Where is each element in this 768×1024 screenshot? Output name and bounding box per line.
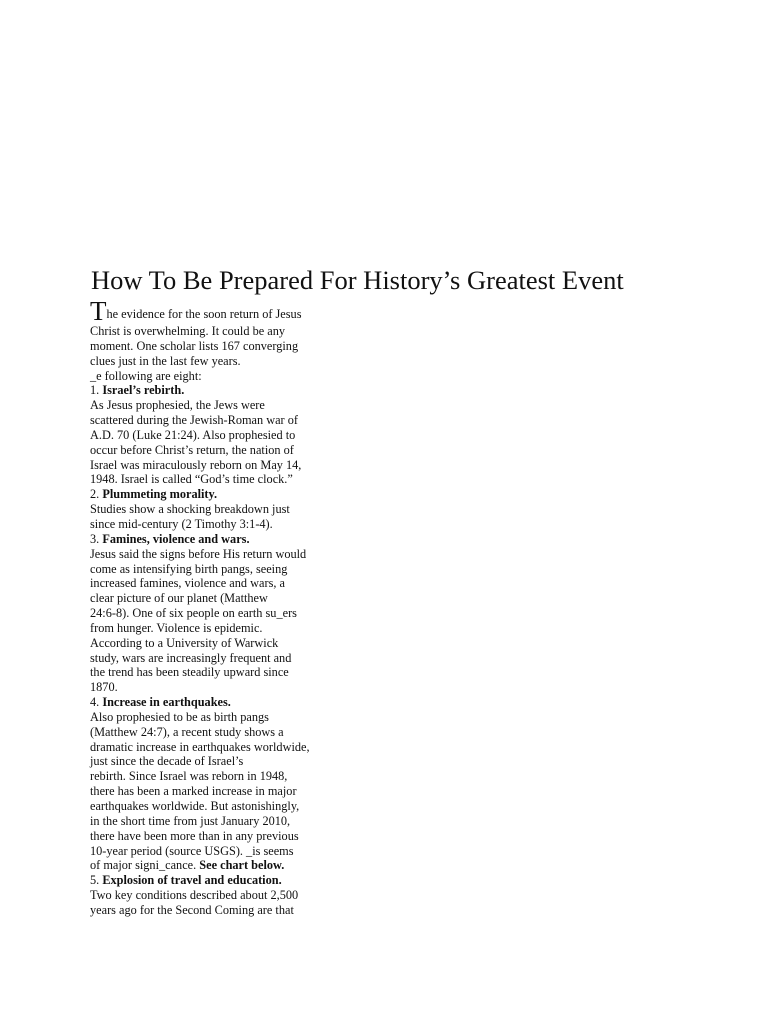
body-line: there has been a marked increase in major [90, 784, 297, 799]
intro-line: moment. One scholar lists 167 converging [90, 338, 299, 353]
body-line: earthquakes worldwide. But astonishingly, [90, 799, 300, 813]
body-line: Also prophesied to be as birth pangs [90, 709, 269, 724]
intro-first-line: The evidence for the soon return of Jesus [90, 296, 302, 326]
body-line: According to a University of Warwick [90, 635, 279, 650]
body-line: A.D. 70 (Luke 21:24). Also prophesied to [90, 427, 296, 442]
body-line: since mid-century (2 Timothy 3:1-4). [90, 516, 273, 531]
body-line: scattered during the Jewish-Roman war of [90, 413, 298, 428]
section-heading-famines-violence-wars: 3. Famines, violence and wars. [90, 531, 250, 546]
drop-cap: T [90, 296, 107, 326]
intro-line: Christ is overwhelming. It could be any [90, 324, 286, 338]
body-line: 1948. Israel is called “God’s time clock.” [90, 472, 293, 487]
article-column [90, 298, 330, 918]
body-line: Two key conditions described about 2,500 [90, 888, 299, 903]
intro-line: _e following are eight: [90, 368, 202, 383]
section-heading-explosion-travel-education: 5. Explosion of travel and education. [90, 873, 282, 888]
body-line: Israel was miraculously reborn on May 14, [90, 457, 302, 472]
section-heading-plummeting-morality: 2. Plummeting morality. [90, 487, 218, 502]
body-line: 10-year period (source USGS). _is seems [90, 843, 294, 858]
see-chart-note: See chart below. [199, 858, 285, 873]
body-line: in the short time from just January 2010, [90, 813, 291, 828]
body-line: the trend has been steadily upward since [90, 665, 289, 680]
body-line: 24:6-8). One of six people on earth su_ers [90, 606, 297, 621]
body-line: 1870. [90, 680, 118, 695]
body-line: rebirth. Since Israel was reborn in 1948, [90, 769, 288, 784]
body-line: just since the decade of Israel’s [90, 754, 244, 769]
section-heading-increase-in-earthquakes: 4. Increase in earthquakes. [90, 695, 231, 710]
body-line: there have been more than in any previous [90, 828, 299, 843]
body-line: study, wars are increasingly frequent and [90, 650, 292, 665]
body-line: As Jesus prophesied, the Jews were [90, 398, 265, 413]
body-line: from hunger. Violence is epidemic. [90, 620, 263, 635]
body-line: Jesus said the signs before His return would [90, 546, 307, 561]
body-line: come as intensifying birth pangs, seeing [90, 561, 288, 576]
section-heading-israels-rebirth: 1. Israel’s rebirth. [90, 383, 185, 398]
body-line: (Matthew 24:7), a recent study shows a [90, 724, 284, 739]
body-line: years ago for the Second Coming are that [90, 902, 294, 917]
body-line: occur before Christ’s return, the nation of [90, 442, 294, 457]
body-line: dramatic increase in earthquakes worldwide, [90, 739, 310, 754]
body-line: of major signi_cance. See chart below. [90, 858, 285, 873]
body-line: increased famines, violence and wars, a [90, 576, 285, 591]
body-line: Studies show a shocking breakdown just [90, 502, 290, 517]
body-line: clear picture of our planet (Matthew [90, 591, 268, 606]
intro-line: clues just in the last few years. [90, 353, 241, 368]
page-title: How To Be Prepared For History’s Greatest Event [91, 265, 624, 295]
